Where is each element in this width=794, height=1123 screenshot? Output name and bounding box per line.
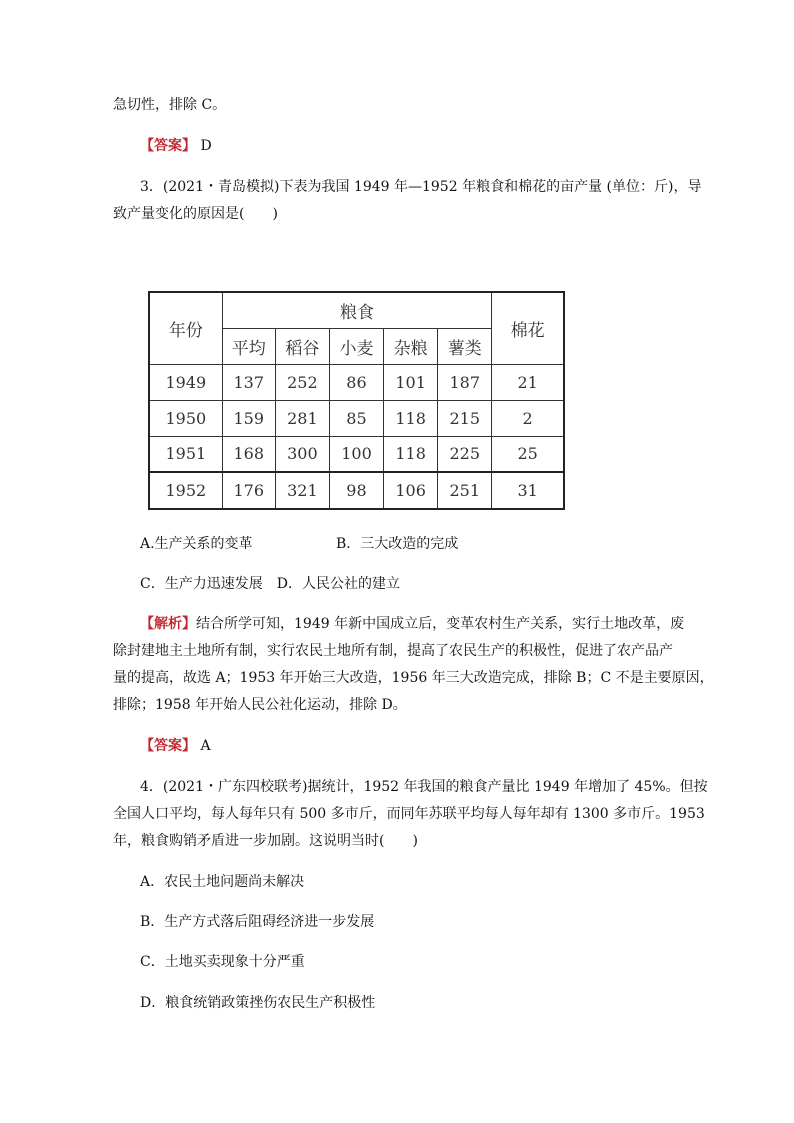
analysis-text: 结合所学可知，1949 年新中国成立后，变革农村生产关系，实行土地改革，废 (196, 616, 685, 632)
q4-stem-line-2: 全国人口平均，每人每年只有 500 多市斤，而同年苏联平均每人每年却有 1300 多市斤。1953 (113, 806, 705, 822)
subheader-average: 平均 (222, 328, 275, 364)
subheader-tubers: 薯类 (438, 328, 492, 364)
table-cell: 1949 (149, 364, 222, 400)
table-cell: 159 (222, 400, 275, 436)
table-row (149, 364, 564, 400)
table-cell: 321 (275, 472, 329, 509)
header-grain: 粮食 (222, 292, 492, 328)
subheader-rice: 稻谷 (275, 328, 329, 364)
answer-tag: 【答案】 (140, 138, 196, 154)
table-cell: 25 (492, 436, 564, 472)
q4-stem-line-3: 年，粮食购销矛盾进一步加剧。这说明当时( ) (113, 833, 418, 849)
q3-analysis-line-4: 排除；1958 年开始人民公社化运动，排除 D。 (113, 697, 407, 713)
q4-option-c: C．土地买卖现象十分严重 (140, 954, 305, 970)
q4-stem-line-1: 4．(2021・广东四校联考)据统计，1952 年我国的粮食产量比 1949 年增加了 45%。但按 (140, 779, 708, 795)
answer-value: A (200, 738, 211, 754)
table-cell: 252 (275, 364, 329, 400)
table-cell: 118 (384, 436, 438, 472)
yield-table (148, 291, 565, 510)
table-cell: 98 (329, 472, 383, 509)
q3-analysis-line-1 (140, 614, 684, 634)
table-row (149, 472, 564, 509)
q3-option-c: C．生产力迅速发展 (140, 576, 263, 592)
q2-answer-line (140, 136, 212, 156)
table-cell: 300 (275, 436, 329, 472)
q3-answer-line (140, 736, 211, 756)
table-cell: 2 (492, 400, 564, 436)
q4-option-a: A．农民土地问题尚未解决 (140, 874, 305, 890)
table-cell: 31 (492, 472, 564, 509)
table-row (149, 436, 564, 472)
table-cell: 176 (222, 472, 275, 509)
q3-options-cd-line (140, 574, 400, 594)
q3-stem-line-2: 致产量变化的原因是( ) (113, 206, 278, 222)
analysis-tag: 【解析】 (140, 616, 196, 632)
table-cell: 137 (222, 364, 275, 400)
prev-answer-end-line: 急切性，排除 C。 (113, 97, 227, 113)
answer-tag: 【答案】 (140, 738, 196, 754)
q3-analysis-line-2: 除封建地主土地所有制，实行农民土地所有制，提高了农民生产的积极性，促进了农产品产 (113, 643, 673, 659)
table-cell: 215 (438, 400, 492, 436)
q3-stem-line-1: 3．(2021・青岛模拟)下表为我国 1949 年—1952 年粮食和棉花的亩产量 (单位：斤)，导 (140, 179, 702, 195)
subheader-wheat: 小麦 (329, 328, 383, 364)
header-cotton: 棉花 (492, 292, 564, 364)
table-cell: 1950 (149, 400, 222, 436)
table-cell: 168 (222, 436, 275, 472)
table-cell: 85 (329, 400, 383, 436)
q3-option-d: D．人民公社的建立 (276, 576, 400, 592)
q3-option-a: A.生产关系的变革 (140, 536, 253, 552)
table-cell: 251 (438, 472, 492, 509)
header-year: 年份 (149, 292, 222, 364)
table-cell: 106 (384, 472, 438, 509)
table-cell: 1952 (149, 472, 222, 509)
table-cell: 225 (438, 436, 492, 472)
table-cell: 1951 (149, 436, 222, 472)
subheader-coarse-grain: 杂粮 (384, 328, 438, 364)
table-cell: 21 (492, 364, 564, 400)
table-cell: 118 (384, 400, 438, 436)
q4-option-b: B．生产方式落后阻碍经济进一步发展 (140, 914, 375, 930)
table-cell: 86 (329, 364, 383, 400)
q3-option-b: B．三大改造的完成 (336, 536, 459, 552)
q4-option-d: D．粮食统销政策挫伤农民生产积极性 (140, 995, 376, 1011)
table-row (149, 400, 564, 436)
q3-analysis-line-3: 量的提高，故选 A；1953 年开始三大改造，1956 年三大改造完成，排除 B；C 不是主要原因， (113, 670, 714, 686)
answer-value: D (200, 138, 212, 154)
table-cell: 187 (438, 364, 492, 400)
table-cell: 281 (275, 400, 329, 436)
table-cell: 101 (384, 364, 438, 400)
table-cell: 100 (329, 436, 383, 472)
